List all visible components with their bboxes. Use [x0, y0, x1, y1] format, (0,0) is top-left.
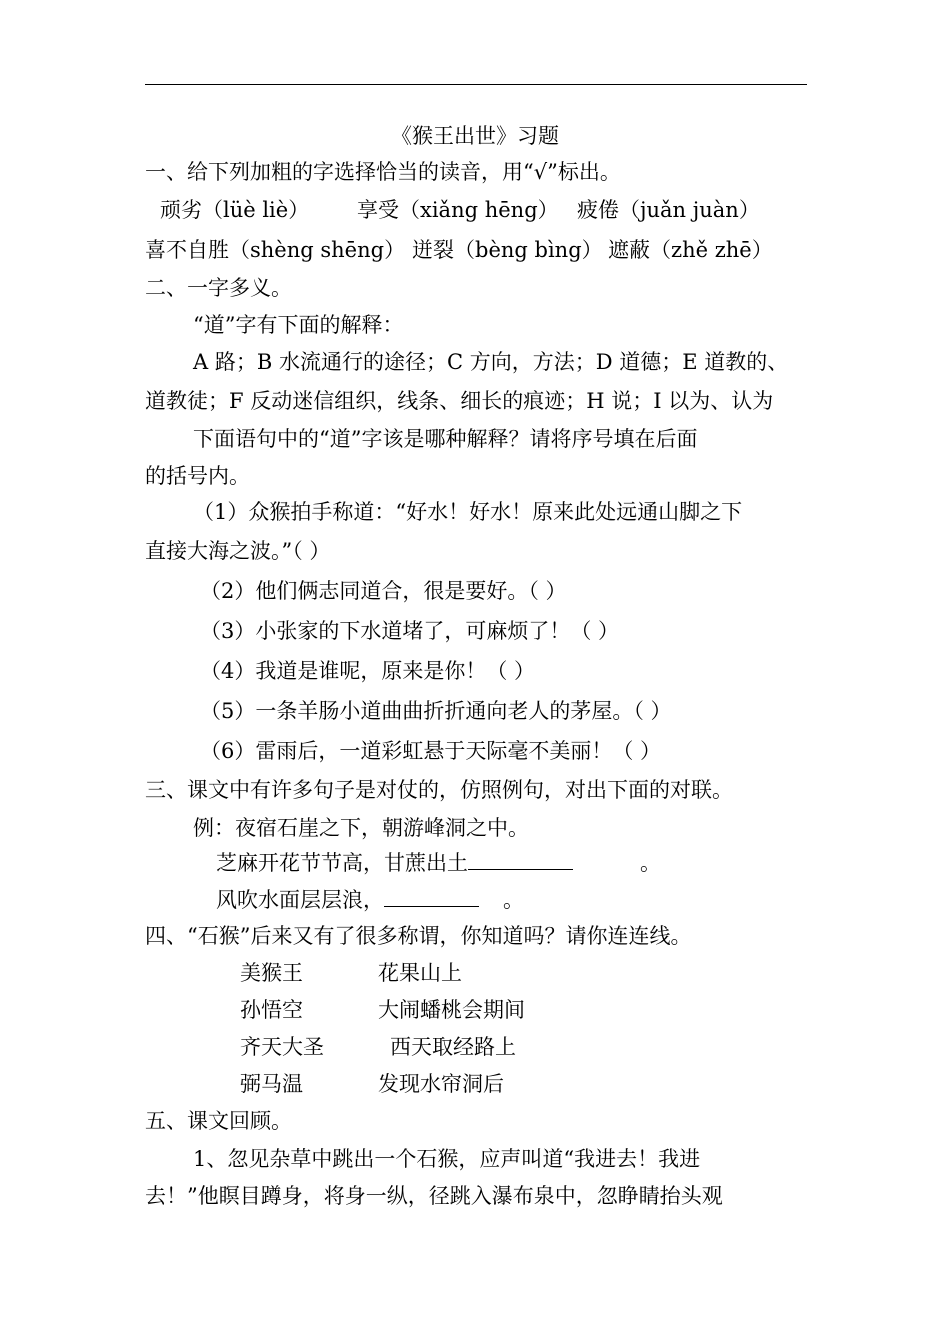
definitions-line: 道教徒；F 反动迷信组织，线条、细长的痕迹；H 说；I 以为、认为	[145, 389, 774, 413]
couplet-example: 例：夜宿石崖之下，朝游峰洞之中。	[193, 816, 529, 840]
pinyin-item: 遮蔽（zhě zhē）	[608, 238, 773, 262]
exercise-item: （6）雷雨后，一道彩虹悬于天际毫不美丽！（ ）	[200, 739, 662, 763]
header-rule	[145, 84, 807, 85]
exercise-item: 直接大海之波。”（ ）	[145, 539, 331, 563]
couplet-line-text: 芝麻开花节节高，甘蔗出土	[216, 851, 468, 875]
answer-blank[interactable]	[468, 855, 573, 870]
section1-heading: 一、给下列加粗的字选择恰当的读音，用“√”标出。	[145, 160, 621, 184]
couplet-line-end: 。	[503, 888, 524, 912]
answer-blank[interactable]	[384, 892, 479, 907]
question-text: 的括号内。	[145, 464, 250, 488]
pinyin-item: 顽劣（lüè liè）	[160, 198, 310, 222]
page-title: 《猴王出世》习题	[391, 124, 559, 148]
name-item[interactable]: 齐天大圣	[240, 1035, 324, 1059]
section4-heading: 四、“石猴”后来又有了很多称谓，你知道吗？请你连连线。	[145, 924, 692, 948]
pinyin-item: 迸裂（bèng bìng）	[412, 238, 603, 262]
section3-heading: 三、课文中有许多句子是对仗的，仿照例句，对出下面的对联。	[145, 778, 733, 802]
time-item[interactable]: 大闹蟠桃会期间	[378, 998, 525, 1022]
couplet-line-end: 。	[640, 851, 661, 875]
section2-heading: 二、一字多义。	[145, 276, 292, 300]
couplet-line	[216, 849, 573, 877]
exercise-item: （3）小张家的下水道堵了，可麻烦了！（ ）	[200, 619, 620, 643]
exercise-item: （2）他们俩志同道合，很是要好。（ ）	[200, 579, 567, 603]
name-item[interactable]: 孙悟空	[240, 998, 303, 1022]
exercise-item: （1）众猴拍手称道：“好水！好水！原来此处远通山脚之下	[193, 500, 743, 524]
time-item[interactable]: 西天取经路上	[390, 1035, 516, 1059]
question-text: 下面语句中的“道”字该是哪种解释？请将序号填在后面	[193, 427, 698, 451]
name-item[interactable]: 弼马温	[240, 1072, 303, 1096]
pinyin-item: 喜不自胜（shèng shēng）	[145, 238, 406, 262]
exercise-item: （5）一条羊肠小道曲曲折折通向老人的茅屋。（ ）	[200, 699, 672, 723]
review-text: 去！”他瞑目蹲身，将身一纵，径跳入瀑布泉中，忽睁睛抬头观	[145, 1184, 723, 1208]
section5-heading: 五、课文回顾。	[145, 1109, 292, 1133]
time-item[interactable]: 花果山上	[378, 961, 462, 985]
exercise-item: （4）我道是谁呢，原来是你！（ ）	[200, 659, 536, 683]
couplet-line-text: 风吹水面层层浪，	[216, 888, 384, 912]
definitions-line: A 路；B 水流通行的途径；C 方向，方法；D 道德；E 道教的、	[193, 350, 789, 374]
time-item[interactable]: 发现水帘洞后	[378, 1072, 504, 1096]
review-text: 1、忽见杂草中跳出一个石猴，应声叫道“我进去！我进	[193, 1147, 701, 1171]
section2-intro: “道”字有下面的解释：	[193, 313, 404, 337]
pinyin-item: 享受（xiǎng hēng）	[357, 198, 559, 222]
pinyin-item: 疲倦（juǎn juàn）	[577, 198, 760, 222]
name-item[interactable]: 美猴王	[240, 961, 303, 985]
couplet-line	[216, 886, 479, 914]
